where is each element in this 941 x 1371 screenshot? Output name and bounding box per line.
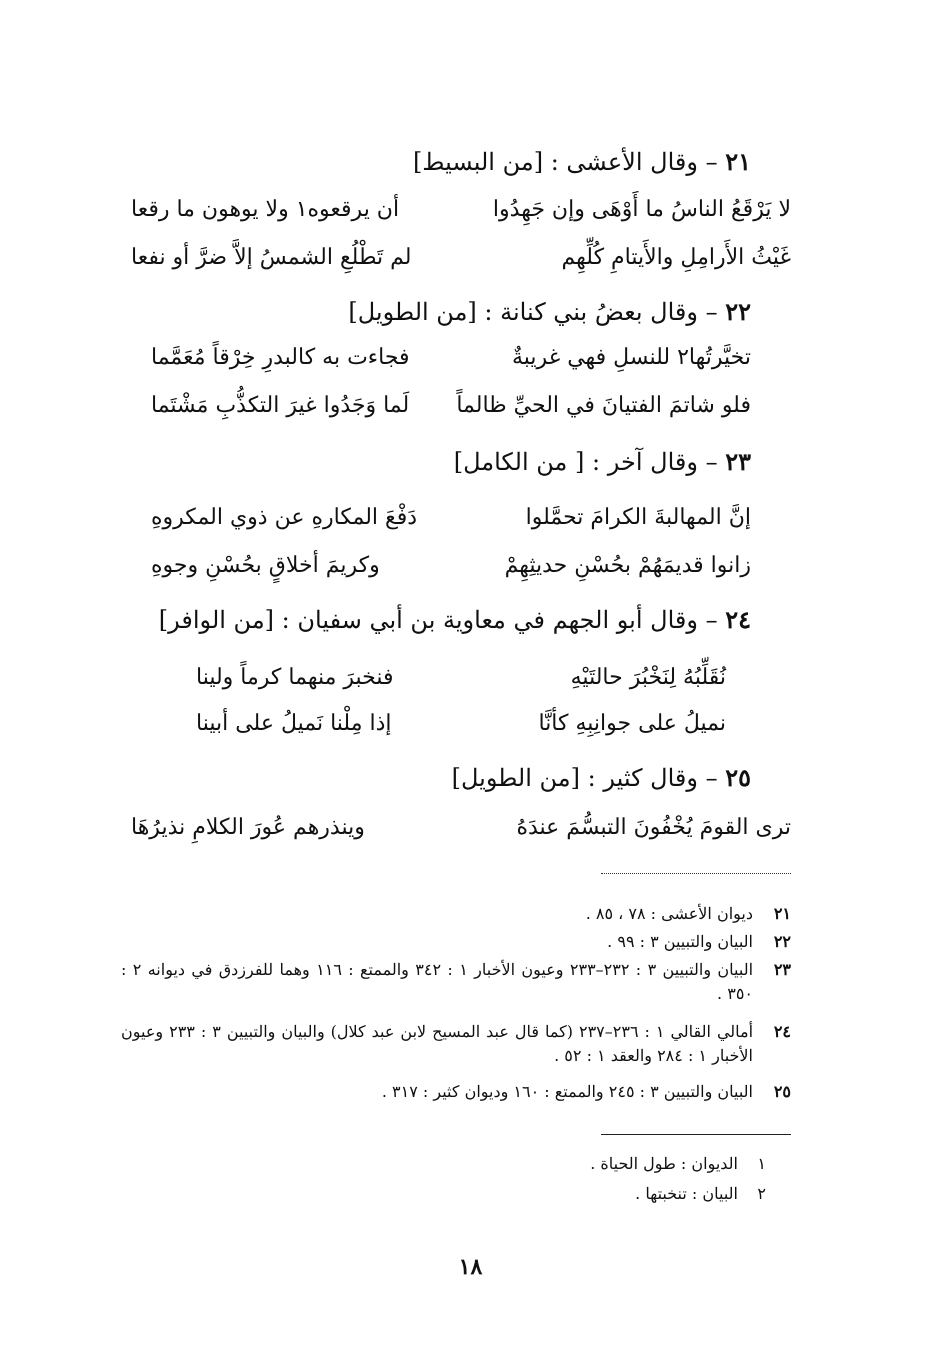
- verse-second-hemistich: أن يرقعوه١ ولا يوهون ما رقعا: [131, 197, 400, 222]
- verse-second-hemistich: فجاءت به كالبدرِ خِرْقاً مُعَمَّما: [151, 345, 410, 370]
- entry-heading-22: [348, 292, 751, 332]
- footnote-number: ١: [757, 1154, 766, 1173]
- verse-first-hemistich: نميلُ على جوانِبِهِ كأنَّا: [538, 711, 726, 736]
- verse-21-2: [131, 238, 791, 278]
- entry-number: ٢٥: [725, 763, 751, 792]
- footnote-separator: [601, 1134, 791, 1135]
- verse-first-hemistich: نُقَلِّبُهُ لِنَخْبُرَ حالتَيْهِ: [570, 665, 726, 690]
- entry-intro: – وقال الأعشى : [من البسيط]: [412, 148, 718, 176]
- verse-first-hemistich: تخيَّرتُها٢ للنسلِ فهي غريبةٌ: [512, 345, 751, 370]
- verse-22-1: [151, 338, 751, 378]
- source-note-23: [121, 958, 791, 1006]
- dotted-separator: [601, 873, 791, 874]
- source-note-21: [121, 902, 791, 926]
- verse-first-hemistich: لا يَرْقَعُ الناسُ ما أَوْهَى وإن جَهِدُوا: [492, 197, 791, 222]
- entry-number: ٢٢: [725, 297, 751, 326]
- note-number: ٢١: [773, 904, 791, 923]
- entry-heading-24: [159, 600, 751, 640]
- footnote-1: [590, 1152, 766, 1176]
- verse-first-hemistich: ترى القومَ يُخْفُونَ التبسُّمَ عندَهُ: [516, 815, 791, 840]
- note-text: أمالي القالي ١ : ٢٣٦–٢٣٧ (كما قال عبد المسيح لابن عبد كلال) والبيان والتبيين ٣ : ٢٣٣ وعيون الأخبار ١ : ٢٨٤ والعقد ١ : ٥٢ .: [121, 1022, 754, 1065]
- verse-second-hemistich: إذا مِلْنا نَميلُ على أبينا: [196, 711, 392, 736]
- footnote-text: الديوان : طول الحياة .: [590, 1154, 738, 1173]
- note-text: البيان والتبيين ٣ : ٢٤٥ والممتع : ١٦٠ وديوان كثير : ٣١٧ .: [381, 1082, 753, 1101]
- note-number: ٢٣: [773, 960, 791, 979]
- entry-number: ٢١: [725, 147, 751, 176]
- note-text: ديوان الأعشى : ٧٨ ، ٨٥ .: [585, 904, 753, 923]
- source-note-25: [121, 1080, 791, 1104]
- source-note-22: [121, 930, 791, 954]
- verse-24-1: [196, 658, 726, 698]
- entry-intro: – وقال أبو الجهم في معاوية بن أبي سفيان : [من الوافر]: [158, 606, 718, 634]
- verse-second-hemistich: وكريمَ أخلاقٍ بحُسْنِ وجوهِ: [151, 553, 380, 578]
- note-text: البيان والتبيين ٣ : ٢٣٢–٢٣٣ وعيون الأخبار ١ : ٣٤٢ والممتع : ١١٦ وهما للفرزدق في ديوانه ٢ : ٣٥٠ .: [121, 960, 754, 1003]
- entry-heading-21: [413, 142, 751, 182]
- verse-21-1: [131, 190, 791, 230]
- entry-intro: – وقال بعضُ بني كنانة : [من الطويل]: [348, 298, 718, 326]
- verse-second-hemistich: لم تَطْلُعِ الشمسُ إلاَّ ضرَّ أو نفعا: [131, 245, 412, 270]
- verse-first-hemistich: زانوا قديمَهُمْ بحُسْنِ حديثِهِمْ: [504, 553, 751, 578]
- verse-25-1: [131, 808, 791, 848]
- verse-second-hemistich: لَما وَجَدُوا غيرَ التكذُّبِ مَشْتَما: [151, 393, 410, 418]
- entry-number: ٢٣: [725, 447, 751, 476]
- entry-intro: – وقال كثير : [من الطويل]: [451, 764, 718, 792]
- verse-second-hemistich: وينذرهم عُورَ الكلامِ نذيرُهَا: [131, 815, 365, 840]
- verse-first-hemistich: فلو شاتمَ الفتيانَ في الحيِّ ظالماً: [456, 393, 751, 418]
- verse-first-hemistich: إنَّ المهالبةَ الكرامَ تحمَّلوا: [525, 505, 751, 530]
- note-number: ٢٢: [773, 932, 791, 951]
- note-text: البيان والتبيين ٣ : ٩٩ .: [607, 932, 753, 951]
- entry-number: ٢٤: [725, 605, 751, 634]
- entry-heading-23: [454, 442, 751, 482]
- footnote-2: [635, 1182, 766, 1206]
- verse-first-hemistich: غَيْثُ الأَرامِلِ والأَيتامِ كُلِّهِم: [561, 245, 791, 270]
- verse-second-hemistich: دَفْعَ المكارهِ عن ذوي المكروهِ: [151, 505, 418, 530]
- verse-23-2: [151, 546, 751, 586]
- footnote-number: ٢: [757, 1184, 766, 1203]
- verse-24-2: [196, 704, 726, 744]
- page-number: ١٨: [458, 1254, 483, 1280]
- verse-22-2: [151, 386, 751, 426]
- entry-intro: – وقال آخر : [ من الكامل]: [453, 448, 718, 476]
- note-number: ٢٤: [773, 1022, 791, 1041]
- note-number: ٢٥: [773, 1082, 791, 1101]
- footnote-text: البيان : تنخبتها .: [635, 1184, 738, 1203]
- source-note-24: [121, 1020, 791, 1068]
- verse-23-1: [151, 498, 751, 538]
- entry-heading-25: [452, 758, 751, 798]
- verse-second-hemistich: فنخبرَ منهما كرماً ولينا: [196, 665, 394, 690]
